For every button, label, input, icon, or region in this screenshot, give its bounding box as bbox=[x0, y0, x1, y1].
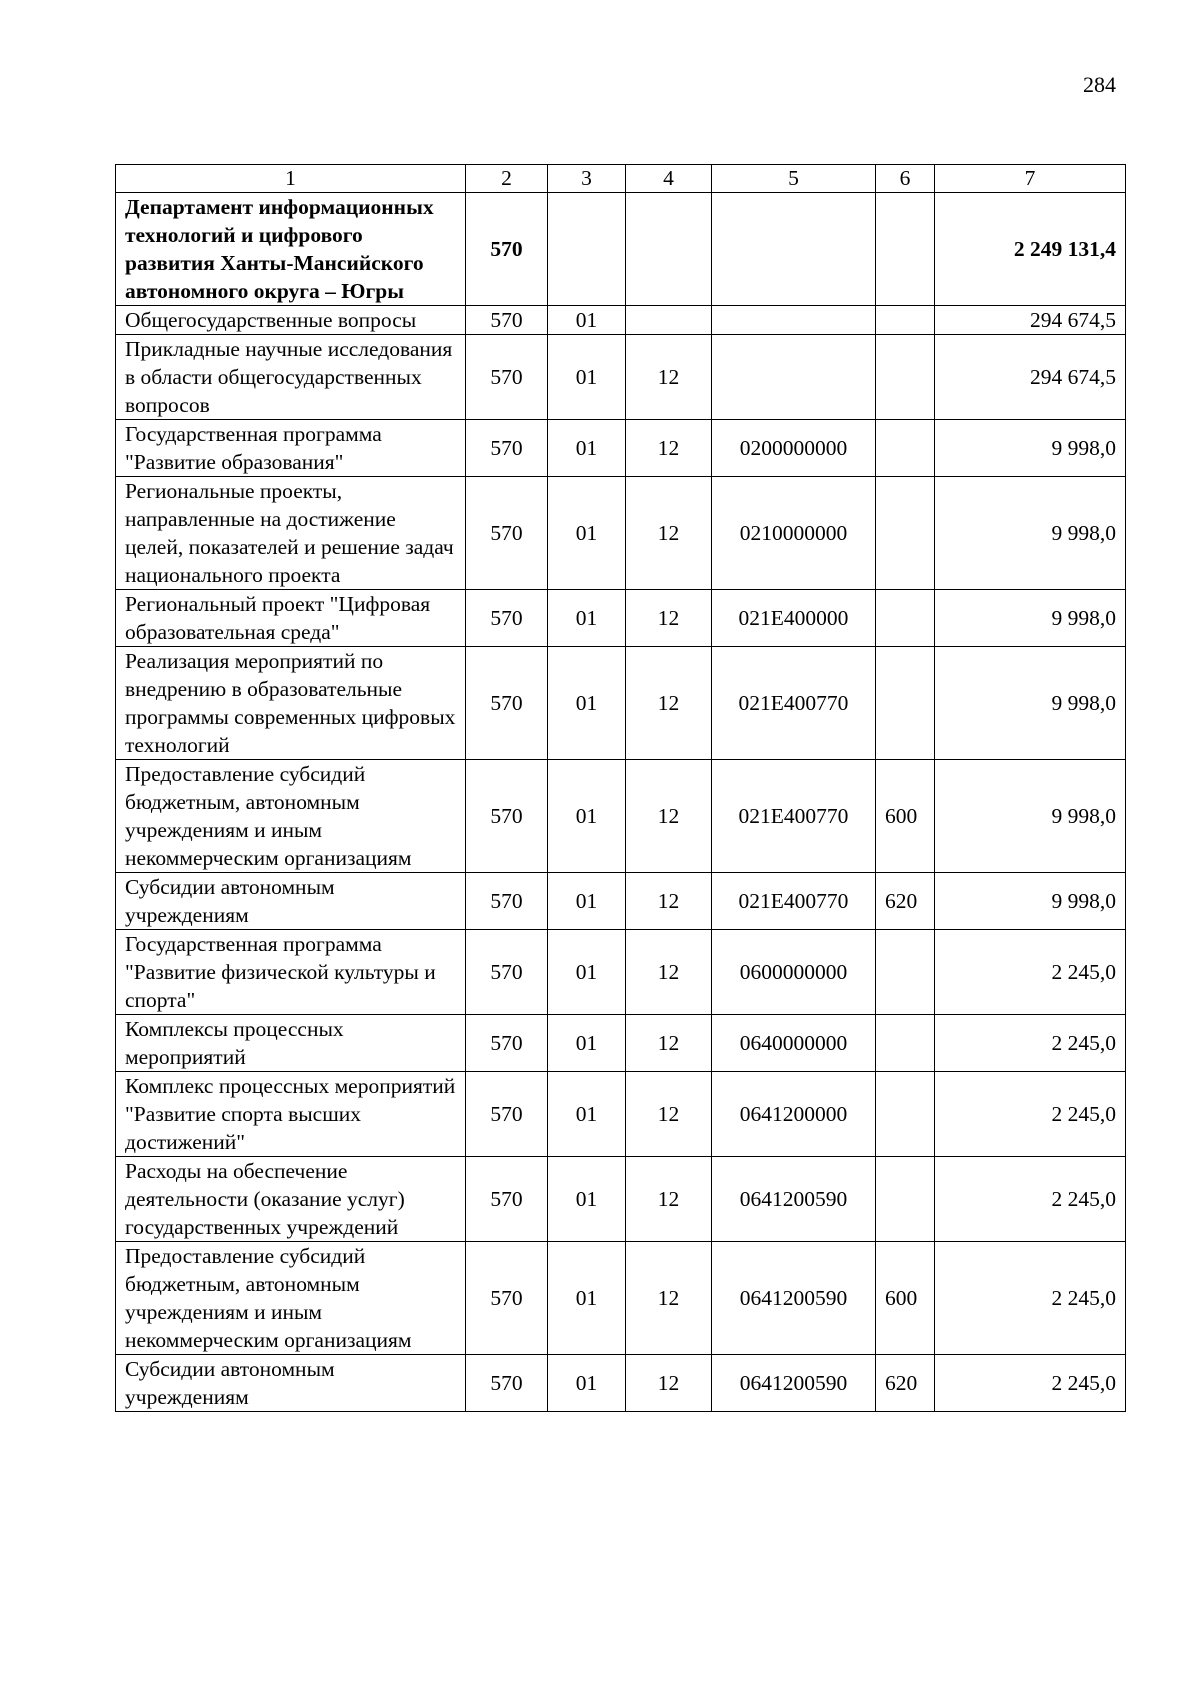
row-subsection-cell: 12 bbox=[626, 1015, 712, 1072]
row-target-article-cell: 0641200590 bbox=[712, 1242, 876, 1355]
row-amount-cell: 2 245,0 bbox=[935, 930, 1126, 1015]
row-expense-type-cell: 600 bbox=[876, 760, 935, 873]
row-ministry-code-cell: 570 bbox=[466, 590, 548, 647]
row-ministry-code-cell: 570 bbox=[466, 193, 548, 306]
row-expense-type-cell bbox=[876, 930, 935, 1015]
row-expense-type-cell bbox=[876, 1072, 935, 1157]
row-ministry-code-cell: 570 bbox=[466, 873, 548, 930]
row-section-cell: 01 bbox=[548, 306, 626, 335]
row-amount-cell: 9 998,0 bbox=[935, 420, 1126, 477]
row-subsection-cell bbox=[626, 306, 712, 335]
row-subsection-cell: 12 bbox=[626, 1157, 712, 1242]
row-target-article-cell: 0200000000 bbox=[712, 420, 876, 477]
row-expense-type-cell bbox=[876, 306, 935, 335]
row-section-cell bbox=[548, 193, 626, 306]
row-expense-type-cell bbox=[876, 647, 935, 760]
row-section-cell: 01 bbox=[548, 930, 626, 1015]
row-subsection-cell bbox=[626, 193, 712, 306]
row-expense-type-cell bbox=[876, 335, 935, 420]
row-subsection-cell: 12 bbox=[626, 930, 712, 1015]
page-number: 284 bbox=[1083, 72, 1116, 97]
row-name-cell: Государственная программа "Развитие физической культуры и спорта" bbox=[116, 930, 466, 1015]
row-ministry-code-cell: 570 bbox=[466, 477, 548, 590]
column-header-4: 4 bbox=[626, 165, 712, 193]
column-header-row bbox=[116, 165, 1126, 193]
row-amount-cell: 9 998,0 bbox=[935, 477, 1126, 590]
row-expense-type-cell bbox=[876, 193, 935, 306]
row-expense-type-cell bbox=[876, 590, 935, 647]
row-subsection-cell: 12 bbox=[626, 590, 712, 647]
row-ministry-code-cell: 570 bbox=[466, 647, 548, 760]
row-section-cell: 01 bbox=[548, 873, 626, 930]
table-row bbox=[116, 193, 1126, 306]
row-ministry-code-cell: 570 bbox=[466, 335, 548, 420]
row-section-cell: 01 bbox=[548, 760, 626, 873]
row-ministry-code-cell: 570 bbox=[466, 930, 548, 1015]
row-section-cell: 01 bbox=[548, 1015, 626, 1072]
row-amount-cell: 2 245,0 bbox=[935, 1355, 1126, 1412]
row-section-cell: 01 bbox=[548, 420, 626, 477]
row-target-article-cell: 021E400770 bbox=[712, 873, 876, 930]
row-amount-cell: 2 245,0 bbox=[935, 1157, 1126, 1242]
row-name-cell: Субсидии автономным учреждениям bbox=[116, 1355, 466, 1412]
row-name-cell: Предоставление субсидий бюджетным, автономным учреждениям и иным некоммерческим организациям bbox=[116, 760, 466, 873]
row-expense-type-cell bbox=[876, 477, 935, 590]
row-subsection-cell: 12 bbox=[626, 1242, 712, 1355]
row-subsection-cell: 12 bbox=[626, 760, 712, 873]
row-subsection-cell: 12 bbox=[626, 335, 712, 420]
row-name-cell: Комплекс процессных мероприятий "Развитие спорта высших достижений" bbox=[116, 1072, 466, 1157]
row-ministry-code-cell: 570 bbox=[466, 1242, 548, 1355]
row-amount-cell: 2 245,0 bbox=[935, 1242, 1126, 1355]
row-name-cell: Департамент информационных технологий и цифрового развития Ханты-Мансийского автономного округа – Югры bbox=[116, 193, 466, 306]
column-header-6: 6 bbox=[876, 165, 935, 193]
row-name-cell: Региональные проекты, направленные на достижение целей, показателей и решение задач национального проекта bbox=[116, 477, 466, 590]
row-target-article-cell bbox=[712, 193, 876, 306]
column-header-3: 3 bbox=[548, 165, 626, 193]
row-ministry-code-cell: 570 bbox=[466, 1355, 548, 1412]
row-amount-cell: 294 674,5 bbox=[935, 306, 1126, 335]
row-target-article-cell: 0641200590 bbox=[712, 1157, 876, 1242]
row-subsection-cell: 12 bbox=[626, 647, 712, 760]
row-ministry-code-cell: 570 bbox=[466, 420, 548, 477]
row-name-cell: Прикладные научные исследования в области общегосударственных вопросов bbox=[116, 335, 466, 420]
row-subsection-cell: 12 bbox=[626, 873, 712, 930]
row-expense-type-cell bbox=[876, 1015, 935, 1072]
row-name-cell: Региональный проект "Цифровая образовательная среда" bbox=[116, 590, 466, 647]
table-row bbox=[116, 335, 1126, 420]
row-target-article-cell: 0641200590 bbox=[712, 1355, 876, 1412]
row-expense-type-cell bbox=[876, 1157, 935, 1242]
row-target-article-cell bbox=[712, 335, 876, 420]
row-target-article-cell: 0640000000 bbox=[712, 1015, 876, 1072]
table-row bbox=[116, 930, 1126, 1015]
row-target-article-cell bbox=[712, 306, 876, 335]
row-target-article-cell: 021E400770 bbox=[712, 760, 876, 873]
table-row bbox=[116, 306, 1126, 335]
row-section-cell: 01 bbox=[548, 590, 626, 647]
row-ministry-code-cell: 570 bbox=[466, 760, 548, 873]
row-name-cell: Предоставление субсидий бюджетным, автономным учреждениям и иным некоммерческим организациям bbox=[116, 1242, 466, 1355]
row-amount-cell: 2 249 131,4 bbox=[935, 193, 1126, 306]
table-row bbox=[116, 1355, 1126, 1412]
row-name-cell: Расходы на обеспечение деятельности (оказание услуг) государственных учреждений bbox=[116, 1157, 466, 1242]
row-amount-cell: 9 998,0 bbox=[935, 873, 1126, 930]
table-row bbox=[116, 1072, 1126, 1157]
table-row bbox=[116, 1242, 1126, 1355]
row-subsection-cell: 12 bbox=[626, 477, 712, 590]
column-header-1: 1 bbox=[116, 165, 466, 193]
table-row bbox=[116, 760, 1126, 873]
row-subsection-cell: 12 bbox=[626, 1355, 712, 1412]
row-expense-type-cell: 620 bbox=[876, 1355, 935, 1412]
row-expense-type-cell bbox=[876, 420, 935, 477]
table-row bbox=[116, 420, 1126, 477]
row-section-cell: 01 bbox=[548, 477, 626, 590]
row-amount-cell: 294 674,5 bbox=[935, 335, 1126, 420]
table-row bbox=[116, 477, 1126, 590]
row-amount-cell: 9 998,0 bbox=[935, 647, 1126, 760]
row-name-cell: Субсидии автономным учреждениям bbox=[116, 873, 466, 930]
row-target-article-cell: 0210000000 bbox=[712, 477, 876, 590]
table-row bbox=[116, 590, 1126, 647]
table-row bbox=[116, 647, 1126, 760]
row-target-article-cell: 0641200000 bbox=[712, 1072, 876, 1157]
row-section-cell: 01 bbox=[548, 335, 626, 420]
column-header-2: 2 bbox=[466, 165, 548, 193]
row-section-cell: 01 bbox=[548, 1355, 626, 1412]
row-name-cell: Комплексы процессных мероприятий bbox=[116, 1015, 466, 1072]
row-section-cell: 01 bbox=[548, 1072, 626, 1157]
row-name-cell: Общегосударственные вопросы bbox=[116, 306, 466, 335]
row-amount-cell: 2 245,0 bbox=[935, 1015, 1126, 1072]
budget-table-body bbox=[116, 165, 1126, 1412]
table-row bbox=[116, 1015, 1126, 1072]
row-section-cell: 01 bbox=[548, 1242, 626, 1355]
row-expense-type-cell: 600 bbox=[876, 1242, 935, 1355]
row-amount-cell: 9 998,0 bbox=[935, 590, 1126, 647]
row-amount-cell: 2 245,0 bbox=[935, 1072, 1126, 1157]
row-ministry-code-cell: 570 bbox=[466, 1072, 548, 1157]
row-ministry-code-cell: 570 bbox=[466, 1015, 548, 1072]
row-expense-type-cell: 620 bbox=[876, 873, 935, 930]
row-name-cell: Реализация мероприятий по внедрению в образовательные программы современных цифровых технологий bbox=[116, 647, 466, 760]
column-header-7: 7 bbox=[935, 165, 1126, 193]
row-ministry-code-cell: 570 bbox=[466, 306, 548, 335]
row-subsection-cell: 12 bbox=[626, 1072, 712, 1157]
budget-table bbox=[115, 164, 1126, 1412]
table-row bbox=[116, 1157, 1126, 1242]
row-section-cell: 01 bbox=[548, 647, 626, 760]
row-target-article-cell: 021E400000 bbox=[712, 590, 876, 647]
column-header-5: 5 bbox=[712, 165, 876, 193]
row-amount-cell: 9 998,0 bbox=[935, 760, 1126, 873]
row-target-article-cell: 021E400770 bbox=[712, 647, 876, 760]
row-target-article-cell: 0600000000 bbox=[712, 930, 876, 1015]
table-row bbox=[116, 873, 1126, 930]
row-section-cell: 01 bbox=[548, 1157, 626, 1242]
row-subsection-cell: 12 bbox=[626, 420, 712, 477]
row-name-cell: Государственная программа "Развитие образования" bbox=[116, 420, 466, 477]
row-ministry-code-cell: 570 bbox=[466, 1157, 548, 1242]
